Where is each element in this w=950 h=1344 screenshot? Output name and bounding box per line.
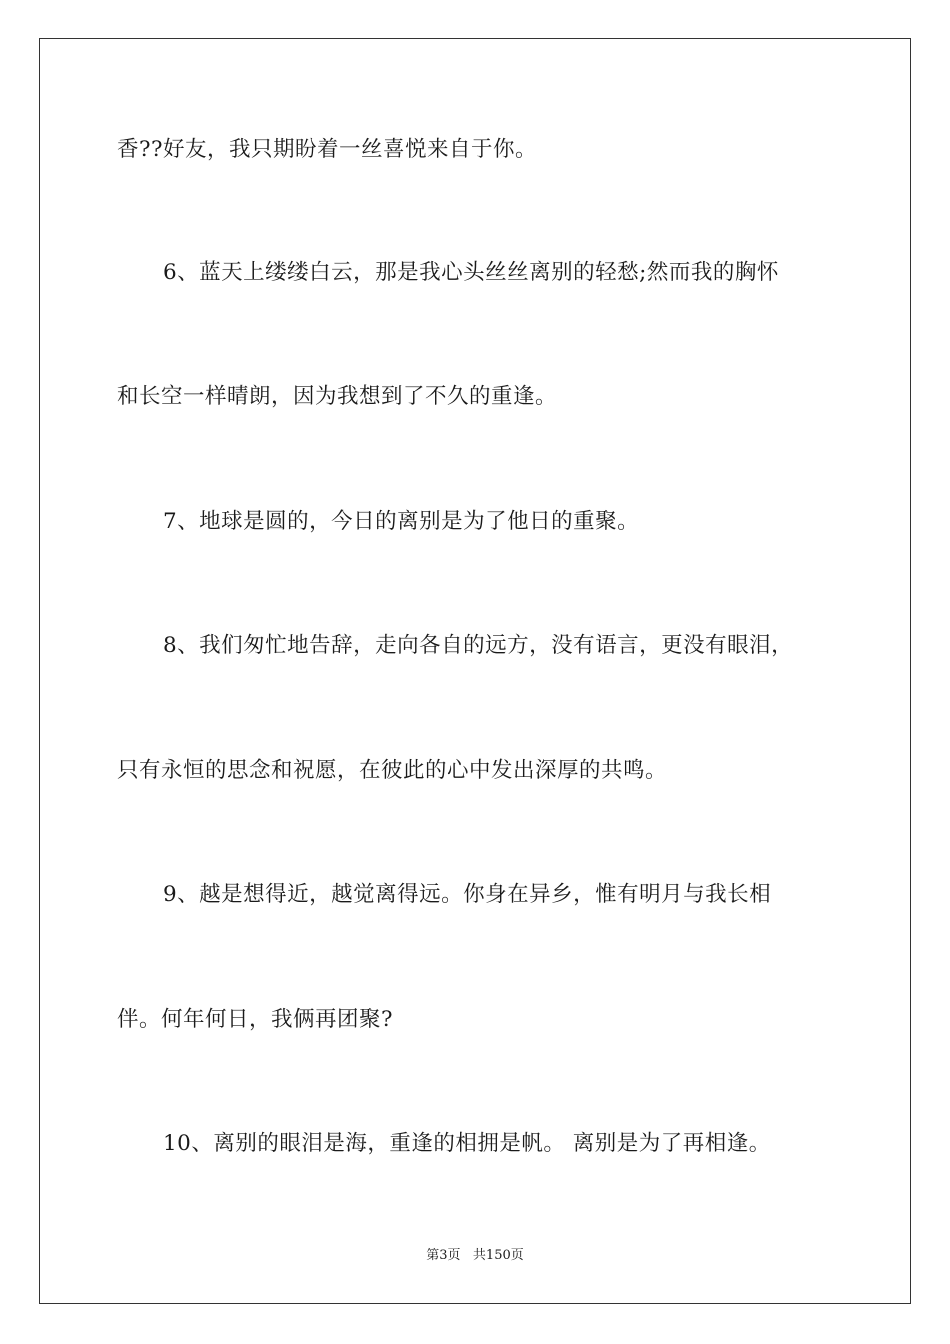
text-line-4: 7、地球是圆的，今日的离别是为了他日的重聚。 [163,509,640,534]
text-line-5: 8、我们匆忙地告辞，走向各自的远方，没有语言，更没有眼泪， [163,633,794,658]
text-line-2: 6、蓝天上缕缕白云，那是我心头丝丝离别的轻愁;然而我的胸怀 [163,260,779,285]
text-line-8: 伴。何年何日，我俩再团聚? [117,1007,394,1032]
text-line-6: 只有永恒的思念和祝愿，在彼此的心中发出深厚的共鸣。 [117,758,668,783]
page-footer: 第3页 共150页 [426,1248,524,1263]
text-line-7: 9、越是想得近，越觉离得远。你身在异乡，惟有明月与我长相 [163,882,772,907]
text-line-9: 10、离别的眼泪是海，重逢的相拥是帆。 离别是为了再相逢。 [163,1131,771,1156]
page-border [39,38,911,1304]
text-line-1: 香??好友，我只期盼着一丝喜悦来自于你。 [117,137,538,162]
text-line-3: 和长空一样晴朗，因为我想到了不久的重逢。 [117,384,558,409]
